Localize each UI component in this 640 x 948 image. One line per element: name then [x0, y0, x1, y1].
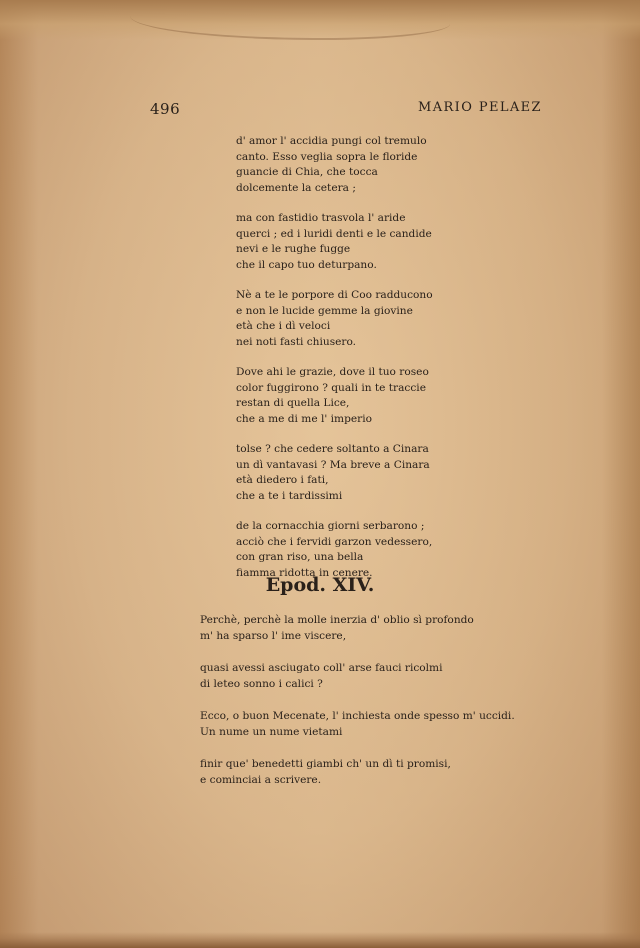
verse-line: Un nume un nume vietami [200, 726, 343, 738]
stanza [200, 612, 520, 644]
verse-line: e cominciai a scrivere. [200, 774, 322, 786]
ode-continuation [236, 134, 466, 596]
verse-line: che a me di me l' imperio [236, 412, 372, 425]
verse-line: con gran riso, una bella [236, 551, 364, 563]
verse-line: tolse ? che cedere soltanto a Cinara [236, 443, 429, 455]
verse-line: un dì vantavasi ? Ma breve a Cinara [236, 458, 430, 471]
tear-mark [130, 0, 450, 40]
verse-line: acciò che i fervidi garzon vedessero, [236, 535, 433, 548]
verse-line: di leteo sonno i calici ? [200, 678, 323, 690]
verse-line: Perchè, perchè la molle inerzia d' oblio sì profondo [200, 614, 474, 626]
verse-line: Nè a te le porpore di Coo radducono [236, 289, 433, 301]
stanza [236, 288, 466, 350]
epode-title: Epod. XIV. [265, 574, 375, 596]
verse-line: canto. Esso veglia sopra le floride [236, 150, 418, 163]
verse-line: che il capo tuo deturpano. [236, 258, 377, 271]
verse-line: Ecco, o buon Mecenate, l' inchiesta onde spesso m' uccidi. [200, 710, 515, 722]
verse-line: dolcemente la cetera ; [236, 181, 356, 194]
verse-line: finir que' benedetti giambi ch' un dì ti promisi, [200, 758, 451, 770]
verse-line: querci ; ed i luridi denti e le candide [236, 227, 432, 240]
page-header [150, 100, 542, 124]
worn-bottom-edge [0, 932, 640, 948]
stanza [236, 365, 466, 427]
stanza [236, 519, 466, 581]
stanza [236, 134, 466, 196]
page-number: 496 [150, 100, 181, 118]
verse-line: Dove ahi le grazie, dove il tuo roseo [236, 366, 429, 378]
stanza [200, 708, 520, 740]
verse-line: età che i dì veloci [236, 320, 331, 332]
verse-line: e non le lucide gemme la giovine [236, 304, 413, 317]
verse-line: quasi avessi asciugato coll' arse fauci ricolmi [200, 662, 443, 674]
verse-line: età diedero i fati, [236, 474, 329, 486]
stanza [200, 756, 520, 788]
verse-line: restan di quella Lice, [236, 397, 350, 409]
verse-line: nevi e le rughe fugge [236, 243, 351, 255]
verse-line: de la cornacchia giorni serbarono ; [236, 520, 425, 532]
running-head-author: MARIO PELAEZ [418, 100, 542, 115]
verse-line: che a te i tardissimi [236, 489, 343, 502]
verse-line: ma con fastidio trasvola l' aride [236, 212, 406, 224]
stanza [236, 442, 466, 504]
verse-line: color fuggirono ? quali in te traccie [236, 381, 426, 394]
stanza [200, 660, 520, 692]
verse-line: m' ha sparso l' ime viscere, [200, 630, 347, 642]
verse-line: nei noti fasti chiusero. [236, 335, 357, 348]
verse-line: d' amor l' accidia pungi col tremulo [236, 135, 427, 147]
verse-line: guancie di Chia, che tocca [236, 166, 378, 178]
verse-line: fiamma ridotta in cenere. [236, 566, 373, 579]
stanza [236, 211, 466, 273]
torn-top-edge [0, 0, 640, 40]
epode-text [200, 612, 520, 804]
